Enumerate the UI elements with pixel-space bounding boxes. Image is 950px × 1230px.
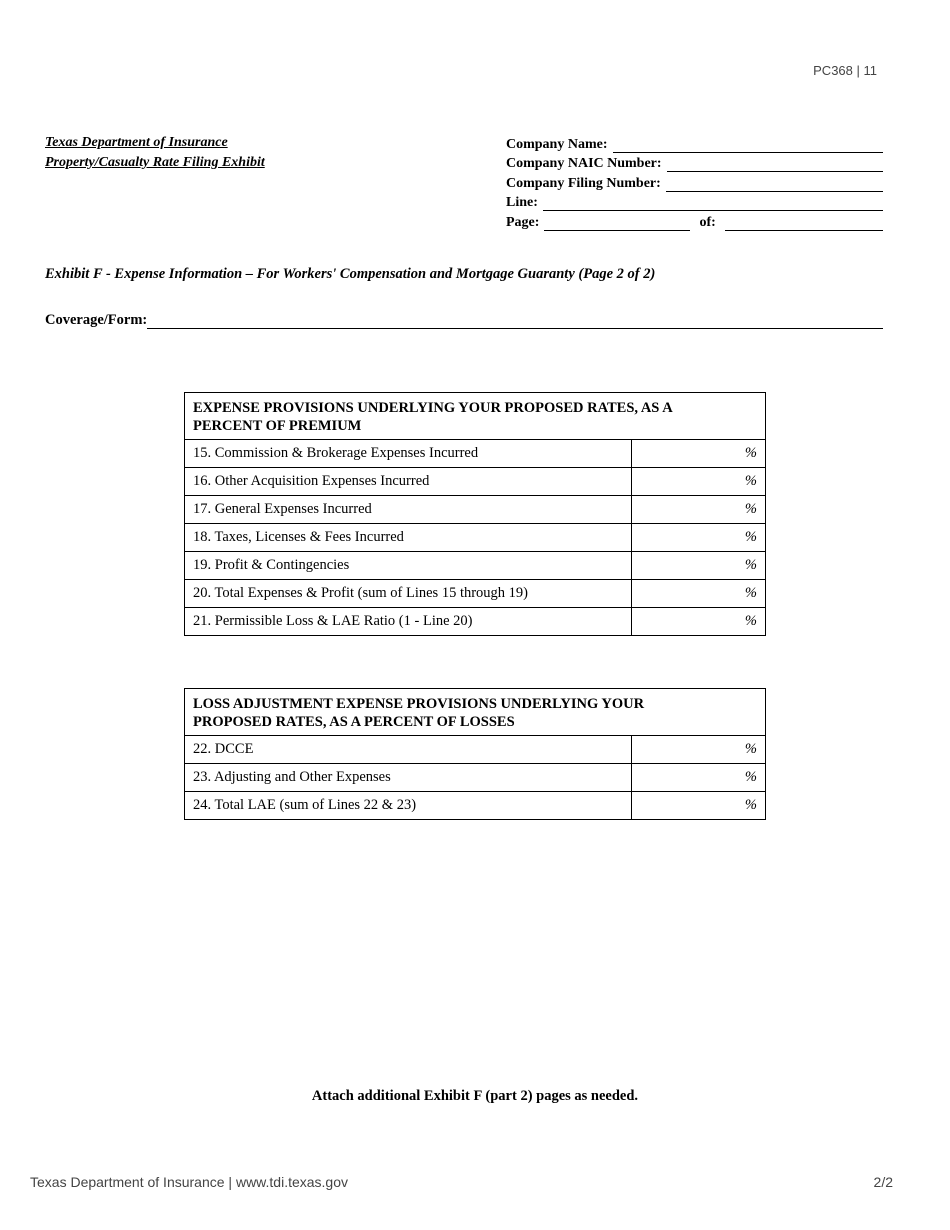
table-header-row bbox=[185, 689, 766, 736]
naic-number-field[interactable] bbox=[667, 157, 883, 172]
company-name-label: Company Name: bbox=[506, 136, 608, 152]
percent-input[interactable]: % bbox=[632, 736, 766, 764]
naic-number-row bbox=[506, 153, 883, 173]
table-row bbox=[185, 792, 766, 820]
page-total-field[interactable] bbox=[725, 216, 883, 231]
table-header-row bbox=[185, 393, 766, 440]
exhibit-type: Property/Casualty Rate Filing Exhibit bbox=[45, 155, 265, 170]
coverage-field[interactable] bbox=[147, 314, 883, 329]
row-label: 18. Taxes, Licenses & Fees Incurred bbox=[185, 524, 632, 552]
percent-input[interactable]: % bbox=[632, 524, 766, 552]
table-row bbox=[185, 440, 766, 468]
naic-number-label: Company NAIC Number: bbox=[506, 156, 662, 171]
percent-input[interactable]: % bbox=[632, 792, 766, 820]
table-row bbox=[185, 496, 766, 524]
table-heading bbox=[185, 393, 766, 440]
line-field[interactable] bbox=[543, 196, 883, 211]
percent-input[interactable]: % bbox=[632, 764, 766, 792]
row-label: 23. Adjusting and Other Expenses bbox=[185, 764, 632, 792]
percent-input[interactable]: % bbox=[632, 468, 766, 496]
table-row bbox=[185, 524, 766, 552]
heading-line: PERCENT OF PREMIUM bbox=[193, 418, 362, 434]
table-row bbox=[185, 468, 766, 496]
company-name-row bbox=[506, 133, 883, 153]
page-field[interactable] bbox=[544, 216, 690, 231]
row-label: 20. Total Expenses & Profit (sum of Lines 15 through 19) bbox=[185, 580, 632, 608]
row-label: 19. Profit & Contingencies bbox=[185, 552, 632, 580]
page-label: Page: bbox=[506, 214, 540, 230]
filing-number-label: Company Filing Number: bbox=[506, 175, 661, 191]
footer-page-number: 2/2 bbox=[873, 1174, 893, 1190]
company-info-block bbox=[506, 133, 883, 231]
company-name-field[interactable] bbox=[613, 138, 884, 153]
table-row bbox=[185, 608, 766, 636]
exhibit-title: Exhibit F - Expense Information – For Workers' Compensation and Mortgage Guaranty (Page 2 of 2) bbox=[45, 266, 656, 282]
footer-agency: Texas Department of Insurance | www.tdi.texas.gov bbox=[30, 1174, 349, 1190]
agency-name: Texas Department of Insurance bbox=[45, 135, 228, 150]
agency-block bbox=[45, 133, 265, 173]
filing-number-row bbox=[506, 172, 883, 192]
row-label: 24. Total LAE (sum of Lines 22 & 23) bbox=[185, 792, 632, 820]
row-label: 17. General Expenses Incurred bbox=[185, 496, 632, 524]
percent-input[interactable]: % bbox=[632, 580, 766, 608]
form-code: PC368 | 11 bbox=[813, 63, 877, 78]
percent-input[interactable]: % bbox=[632, 608, 766, 636]
filing-number-field[interactable] bbox=[666, 177, 883, 192]
heading-line: EXPENSE PROVISIONS UNDERLYING YOUR PROPOSED RATES, AS A bbox=[193, 400, 673, 416]
coverage-label: Coverage/Form: bbox=[45, 312, 148, 328]
table-row bbox=[185, 552, 766, 580]
row-label: 15. Commission & Brokerage Expenses Incurred bbox=[185, 440, 632, 468]
lae-provisions-table bbox=[184, 688, 766, 820]
line-row bbox=[506, 192, 883, 212]
row-label: 21. Permissible Loss & LAE Ratio (1 - Line 20) bbox=[185, 608, 632, 636]
table-heading bbox=[185, 689, 766, 736]
table-row bbox=[185, 736, 766, 764]
row-label: 22. DCCE bbox=[185, 736, 632, 764]
percent-input[interactable]: % bbox=[632, 440, 766, 468]
heading-line: LOSS ADJUSTMENT EXPENSE PROVISIONS UNDERLYING YOUR bbox=[193, 696, 645, 712]
row-label: 16. Other Acquisition Expenses Incurred bbox=[185, 468, 632, 496]
page-row bbox=[506, 211, 883, 231]
coverage-row bbox=[45, 312, 883, 329]
line-label: Line: bbox=[506, 195, 538, 210]
heading-line: PROPOSED RATES, AS A PERCENT OF LOSSES bbox=[193, 714, 515, 730]
percent-input[interactable]: % bbox=[632, 496, 766, 524]
table-row bbox=[185, 764, 766, 792]
expense-provisions-table bbox=[184, 392, 766, 636]
of-label: of: bbox=[699, 214, 716, 230]
table-row bbox=[185, 580, 766, 608]
attach-note: Attach additional Exhibit F (part 2) pages as needed. bbox=[311, 1088, 639, 1104]
percent-input[interactable]: % bbox=[632, 552, 766, 580]
